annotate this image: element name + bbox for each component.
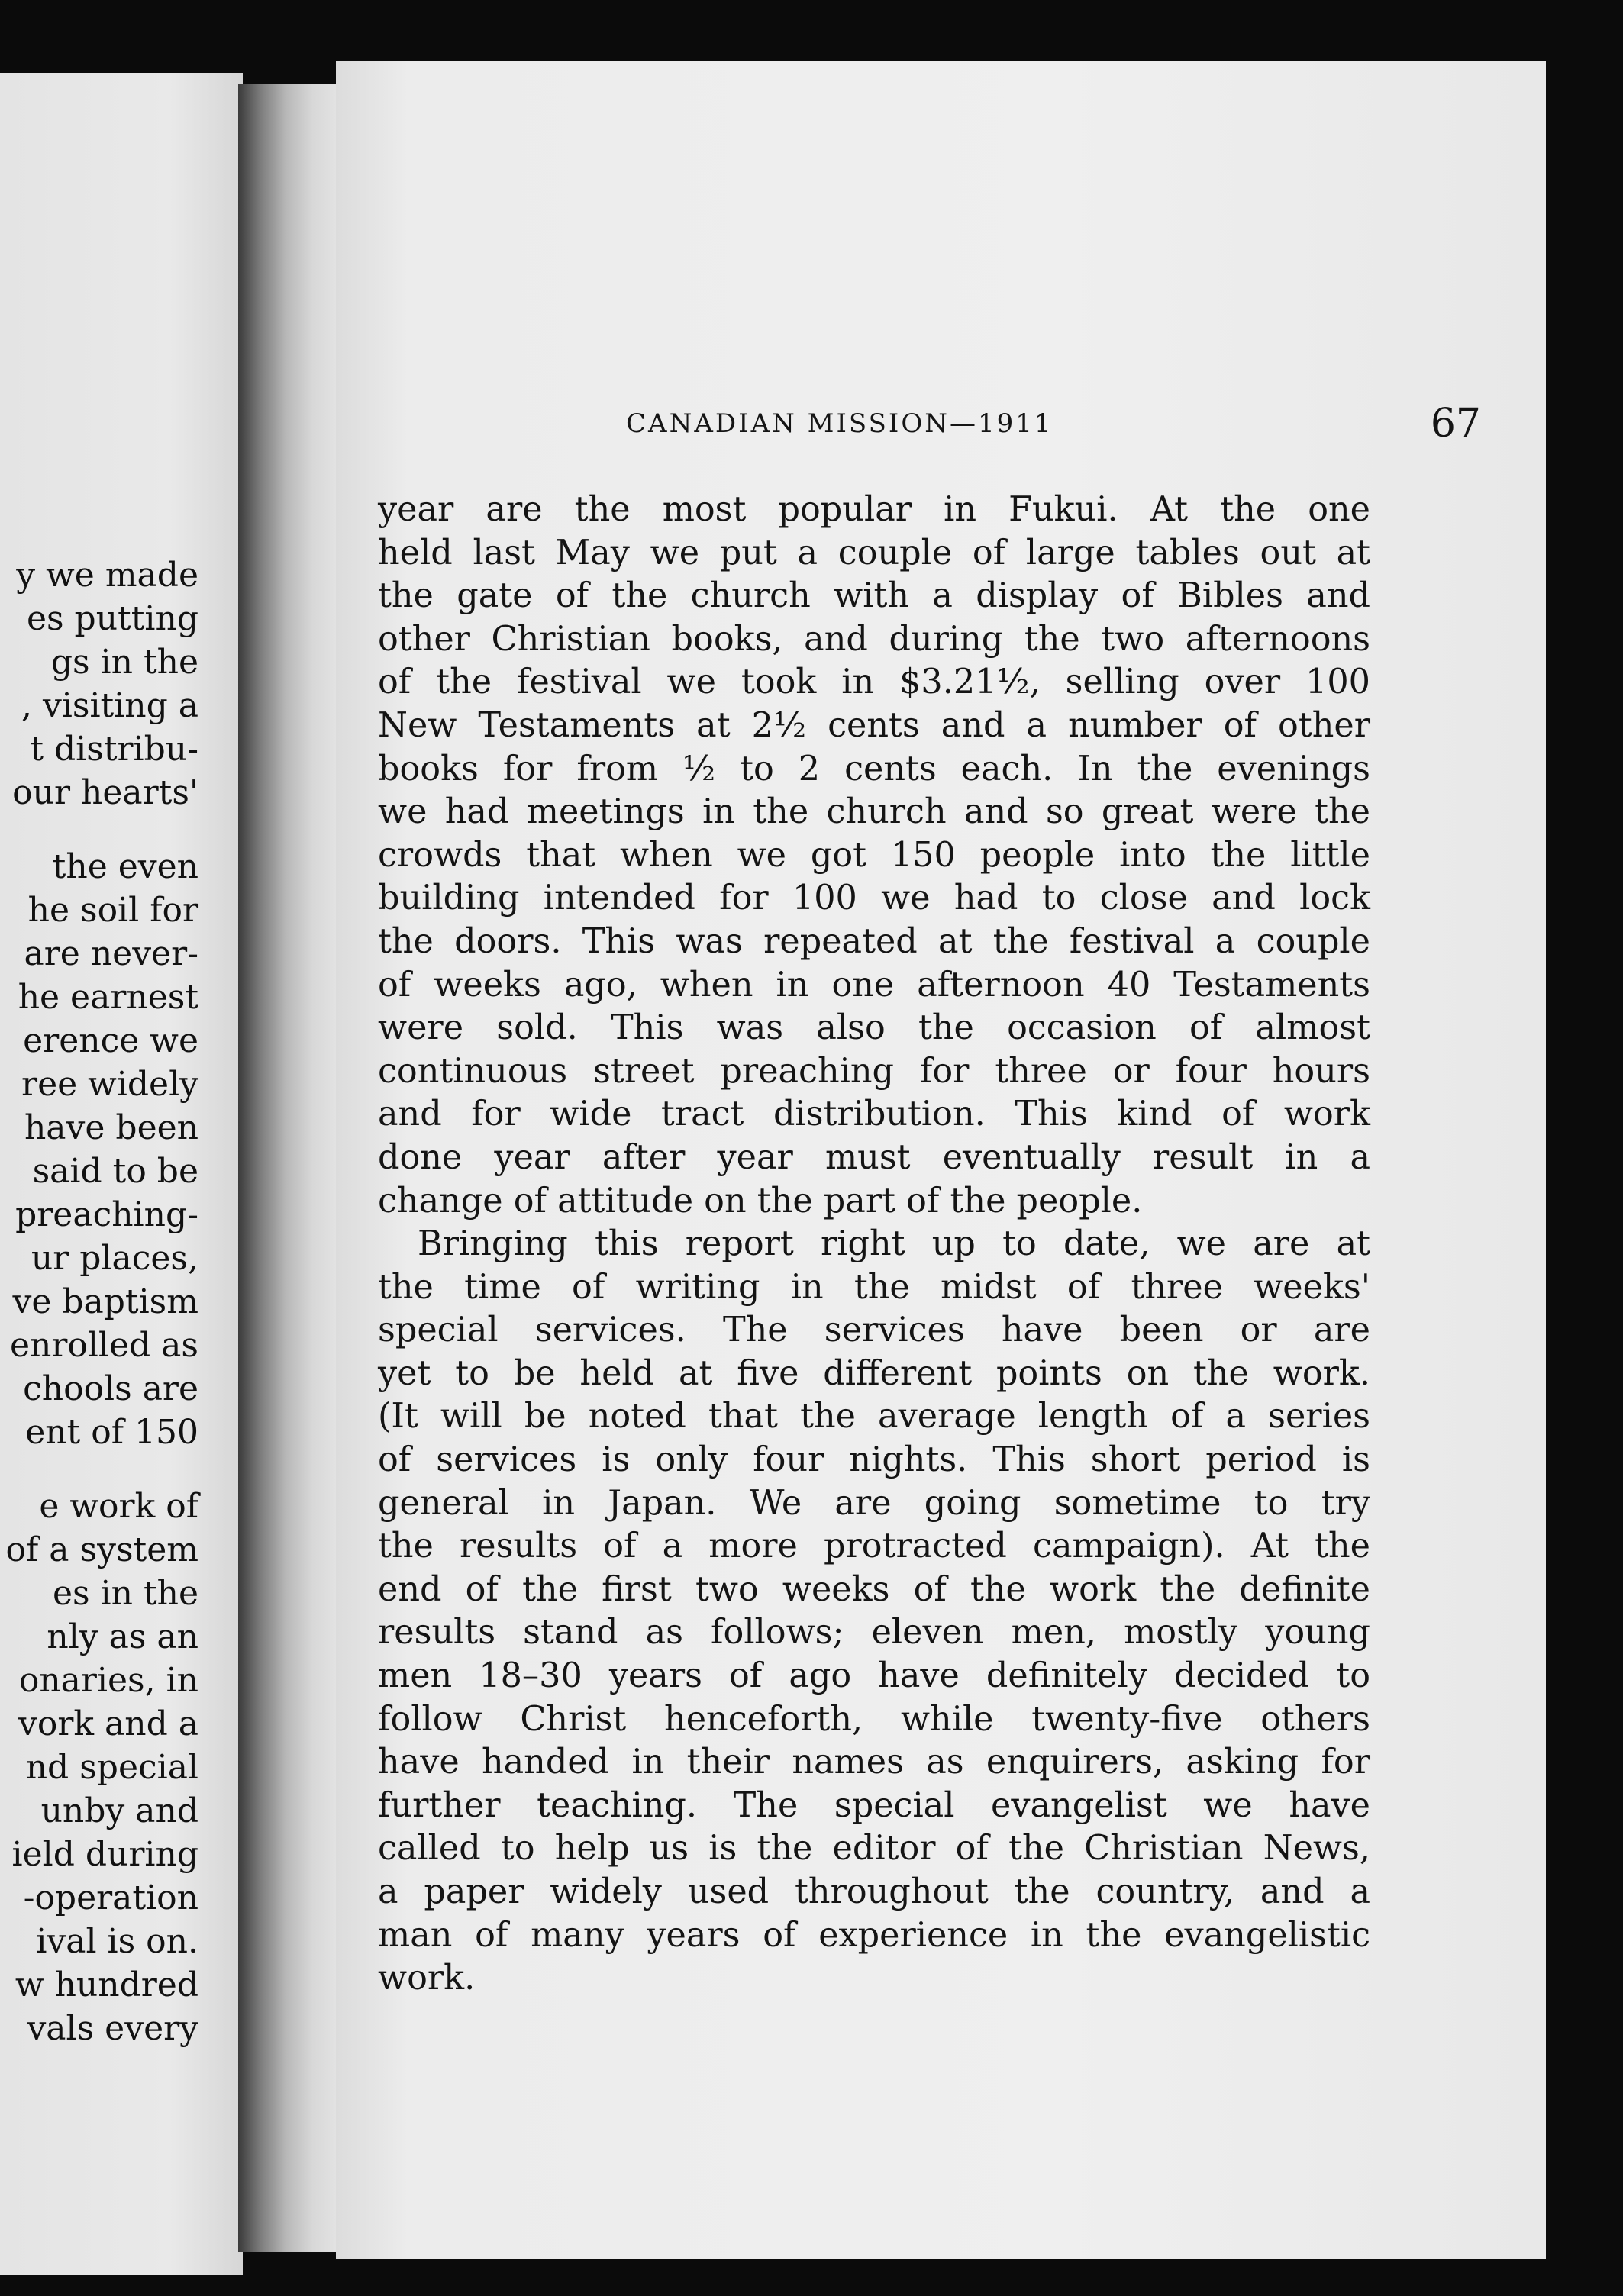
text-line: of weeks ago, when in one afternoon 40 Testaments (378, 965, 1370, 1004)
text-line: work. (378, 1959, 476, 1998)
left-line: e work of (39, 1487, 198, 1526)
page-number: 67 (1430, 401, 1481, 447)
text-line: the time of writing in the midst of three weeks' (378, 1267, 1370, 1307)
left-line: ve baptism (12, 1282, 198, 1321)
book-page (336, 61, 1546, 2259)
text-line: and for wide tract distribution. This kind of work (378, 1095, 1370, 1134)
text-line: special services. The services have been or are (378, 1311, 1370, 1350)
text-line: year are the most popular in Fukui. At the one (378, 490, 1370, 529)
left-line: unby and (40, 1791, 198, 1830)
text-line: of the festival we took in $3.21½, selling over 100 (378, 663, 1370, 702)
text-line: further teaching. The special evangelist we have (378, 1785, 1370, 1825)
previous-page-text (6, 553, 198, 2050)
text-line: building intended for 100 we had to close and lock (378, 879, 1370, 918)
left-line: ield during (11, 1835, 198, 1874)
left-line: have been (24, 1108, 198, 1147)
text-line: the doors. This was repeated at the festival a couple (378, 921, 1370, 961)
text-line: continuous street preaching for three or four hours (378, 1051, 1370, 1091)
text-line: were sold. This was also the occasion of almost (378, 1008, 1370, 1048)
left-line: he soil for (27, 891, 198, 930)
left-line: -operation (23, 1878, 198, 1917)
left-line: w hundred (15, 1965, 198, 2004)
left-line: y we made (16, 556, 198, 595)
running-head-title: CANADIAN MISSION—1911 (626, 408, 1053, 439)
left-line: of a system (5, 1530, 198, 1569)
text-line: held last May we put a couple of large tables out at (378, 533, 1370, 572)
text-line: New Testaments at 2½ cents and a number of other (378, 705, 1370, 745)
left-line: vals every (27, 2009, 198, 2048)
running-head (626, 401, 1481, 462)
text-line: Bringing this report right up to date, we are at (418, 1224, 1370, 1264)
left-line: the even (52, 847, 198, 886)
text-line: follow Christ henceforth, while twenty-five others (378, 1699, 1370, 1739)
left-line: nd special (25, 1748, 198, 1787)
left-line: are never- (24, 934, 198, 973)
left-line: t distribu- (30, 730, 198, 769)
left-line: enrolled as (9, 1326, 198, 1365)
text-line: other Christian books, and during the two afternoons (378, 619, 1370, 659)
text-line: general in Japan. We are going sometime to try (378, 1483, 1370, 1523)
text-line: a paper widely used throughout the country, and a (378, 1872, 1370, 1911)
left-line: , visiting a (21, 686, 198, 725)
left-line: ree widely (21, 1065, 198, 1104)
text-line: called to help us is the editor of the Christian News, (378, 1829, 1370, 1869)
text-line: (It will be noted that the average length of a series (378, 1397, 1370, 1437)
left-line: said to be (32, 1152, 198, 1191)
left-line: ival is on. (36, 1922, 198, 1961)
text-line: man of many years of experience in the evangelistic (378, 1915, 1370, 1955)
text-line: the results of a more protracted campaign). At the (378, 1527, 1370, 1566)
body-text (378, 489, 1370, 2001)
text-line: crowds that when we got 150 people into the little (378, 835, 1370, 875)
left-line: erence we (23, 1021, 198, 1060)
text-line: have handed in their names as enquirers, asking for (378, 1743, 1370, 1782)
left-line: chools are (23, 1369, 198, 1408)
left-line: our hearts' (12, 773, 198, 812)
left-line: ur places, (31, 1239, 198, 1278)
previous-page-fragment (0, 73, 243, 2275)
text-line: done year after year must eventually result in a (378, 1137, 1370, 1177)
book-gutter-shadow (238, 84, 345, 2252)
text-line: of services is only four nights. This short period is (378, 1440, 1370, 1480)
left-line: es putting (26, 599, 198, 638)
left-line: gs in the (50, 643, 198, 682)
text-line: the gate of the church with a display of Bibles and (378, 576, 1370, 616)
left-line: onaries, in (18, 1661, 198, 1700)
left-line: ent of 150 (25, 1413, 198, 1452)
left-line: preaching- (15, 1195, 198, 1234)
text-line: men 18–30 years of ago have definitely decided to (378, 1656, 1370, 1696)
left-line: es in the (52, 1574, 198, 1613)
left-line: vork and a (18, 1704, 198, 1743)
text-line: books for from ½ to 2 cents each. In the evenings (378, 749, 1370, 788)
text-line: results stand as follows; eleven men, mostly young (378, 1613, 1370, 1653)
text-line: yet to be held at five different points on the work. (378, 1353, 1370, 1393)
text-line: change of attitude on the part of the people. (378, 1181, 1143, 1221)
left-line: nly as an (47, 1617, 198, 1656)
left-line: he earnest (18, 978, 198, 1017)
text-line: we had meetings in the church and so great were the (378, 792, 1370, 832)
text-line: end of the first two weeks of the work the definite (378, 1569, 1370, 1609)
